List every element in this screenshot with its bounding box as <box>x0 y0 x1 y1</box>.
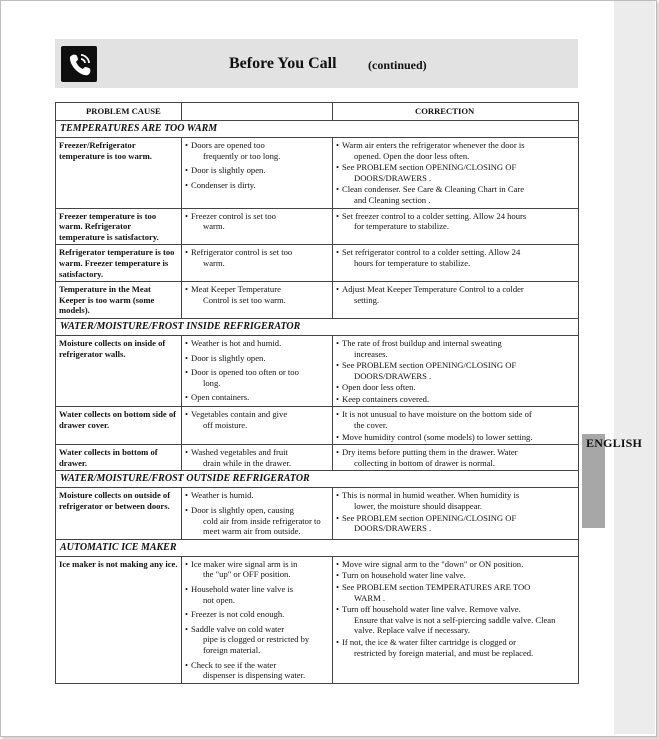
bullet-item <box>185 367 329 388</box>
bullet-first-line: This is normal in humid weather. When humidity is <box>342 490 520 501</box>
bullet-first-line: Open door less often. <box>342 382 416 393</box>
bullet-text <box>342 140 575 161</box>
bullet-text <box>342 604 575 636</box>
bullet-icon: • <box>185 392 189 403</box>
bullet-icon: • <box>185 165 189 176</box>
bullet-icon: • <box>336 490 340 501</box>
cause-cell <box>182 208 333 245</box>
header-correction: CORRECTION <box>333 103 579 121</box>
bullet-icon: • <box>336 184 340 195</box>
table-row <box>56 138 579 209</box>
bullet-first-line: Weather is humid. <box>191 490 254 501</box>
section-title: WATER/MOISTURE/FROST OUTSIDE REFRIGERATOR <box>56 471 579 488</box>
bullet-continuation: frequently or too long. <box>203 150 281 161</box>
section-row <box>56 121 579 138</box>
bullet-item <box>185 447 329 468</box>
bullet-first-line: Set refrigerator control to a colder setting. Allow 24 <box>342 247 521 258</box>
problem-cell: Temperature in the Meat Keeper is too warm (some models). <box>56 282 182 319</box>
bullet-first-line: It is not unusual to have moisture on the bottom side of <box>342 409 532 420</box>
cause-cell <box>182 407 333 445</box>
bullet-first-line: Condenser is dirty. <box>191 179 256 190</box>
table-row <box>56 556 579 683</box>
bullet-text <box>342 382 575 393</box>
cause-cell <box>182 282 333 319</box>
table-row <box>56 208 579 245</box>
bullet-first-line: Doors are opened too <box>191 140 265 150</box>
correction-cell <box>333 245 579 282</box>
bullet-first-line: Freezer control is set too <box>191 210 276 221</box>
bullet-first-line: Dry items before putting them in the drawer. Water <box>342 447 518 458</box>
bullet-icon: • <box>336 393 340 404</box>
bullet-item <box>336 284 575 305</box>
bullet-first-line: Door is slightly open. <box>191 165 266 176</box>
bullet-item <box>336 382 575 393</box>
phone-icon <box>61 46 97 82</box>
bullet-text <box>191 247 329 268</box>
correction-cell <box>333 556 579 683</box>
bullet-text <box>191 165 329 176</box>
bullet-text <box>342 570 575 581</box>
bullet-text <box>191 284 329 305</box>
bullet-item <box>185 165 329 176</box>
cause-cell <box>182 335 333 407</box>
bullet-first-line: Freezer is not cold enough. <box>191 609 285 620</box>
bullet-item <box>336 247 575 268</box>
bullet-first-line: Refrigerator control is set too <box>191 247 293 258</box>
bullet-continuation: DOORS/DRAWERS . <box>354 172 432 183</box>
bullet-continuation: and Cleaning section . <box>354 194 431 205</box>
bullet-continuation: for temperature to stabilize. <box>354 221 449 232</box>
language-label: ENGLISH <box>586 436 643 450</box>
bullet-first-line: See PROBLEM section OPENING/CLOSING OF <box>342 360 517 371</box>
bullet-icon: • <box>185 584 189 594</box>
bullet-first-line: See PROBLEM section OPENING/CLOSING OF <box>342 162 517 173</box>
bullet-text <box>191 660 329 681</box>
bullet-icon: • <box>336 409 340 420</box>
bullet-icon: • <box>185 609 189 620</box>
bullet-text <box>191 367 329 388</box>
side-margin <box>614 1 655 734</box>
bullet-item <box>336 184 575 205</box>
section-title: WATER/MOISTURE/FROST INSIDE REFRIGERATOR <box>56 318 579 335</box>
bullet-first-line: Weather is hot and humid. <box>191 337 282 348</box>
bullet-continuation: Control is set too warm. <box>203 294 286 305</box>
correction-cell <box>333 208 579 245</box>
bullet-first-line: See PROBLEM section OPENING/CLOSING OF <box>342 512 517 523</box>
bullet-first-line: Clean condenser. See Care & Cleaning Chart in Care <box>342 184 525 195</box>
bullet-item <box>336 490 575 511</box>
bullet-item <box>185 624 329 656</box>
correction-cell <box>333 138 579 209</box>
bullet-first-line: Door is slightly open, causing <box>191 505 294 516</box>
bullet-text <box>342 284 575 305</box>
bullet-continuation: Ensure that valve is not a self-piercing saddle valve. Clean valve. Replace valve if necessary. <box>354 614 556 636</box>
bullet-icon: • <box>185 352 189 363</box>
bullet-first-line: Meat Keeper Temperature <box>191 284 281 295</box>
bullet-continuation: warm. <box>203 257 225 268</box>
bullet-text <box>191 180 329 191</box>
bullet-icon: • <box>185 284 189 295</box>
bullet-continuation: pipe is clogged or restricted by foreign material. <box>203 634 310 655</box>
bullet-text <box>191 505 329 537</box>
bullet-continuation: increases. <box>354 348 388 359</box>
problem-cell: Water collects in bottom of drawer. <box>56 445 182 471</box>
bullet-item <box>185 247 329 268</box>
bullet-first-line: Warm air enters the refrigerator whenever the door is <box>342 140 525 150</box>
bullet-item <box>336 447 575 468</box>
bullet-icon: • <box>336 284 340 295</box>
bullet-text <box>191 559 329 580</box>
bullet-text <box>342 184 575 205</box>
problem-cell: Ice maker is not making any ice. <box>56 556 182 683</box>
section-row <box>56 471 579 488</box>
section-row <box>56 318 579 335</box>
bullet-text <box>342 338 575 359</box>
bullet-icon: • <box>336 582 340 592</box>
problem-cell: Moisture collects on outside of refrigerator or between doors. <box>56 488 182 539</box>
bullet-first-line: Move humidity control (some models) to lower setting. <box>342 431 533 442</box>
bullet-icon: • <box>185 179 189 190</box>
bullet-icon: • <box>185 447 189 458</box>
bullet-continuation: cold air from inside refrigerator to meet warm air from outside. <box>203 515 321 537</box>
bullet-icon: • <box>336 247 340 258</box>
bullet-continuation: the cover. <box>354 420 388 431</box>
bullet-item <box>185 490 329 501</box>
bullet-continuation: DOORS/DRAWERS . <box>354 370 432 381</box>
bullet-first-line: Household water line valve is <box>191 584 294 594</box>
bullet-first-line: Open containers. <box>191 392 250 403</box>
table-row <box>56 335 579 407</box>
bullet-continuation: hours for temperature to stabilize. <box>354 257 471 268</box>
bullet-text <box>342 247 575 268</box>
bullet-icon: • <box>336 162 340 173</box>
header-cause-blank <box>182 103 333 121</box>
bullet-icon: • <box>336 431 340 442</box>
bullet-continuation: opened. Open the door less often. <box>354 150 470 161</box>
bullet-continuation: off moisture. <box>203 420 248 431</box>
bullet-icon: • <box>185 337 189 348</box>
bullet-icon: • <box>336 636 340 647</box>
bullet-text <box>342 394 575 405</box>
problem-cell: Freezer temperature is too warm. Refrigerator temperature is satisfactory. <box>56 208 182 245</box>
bullet-first-line: Saddle valve on cold water <box>191 623 285 634</box>
bullet-item <box>185 609 329 620</box>
bullet-first-line: Turn off household water line valve. Remove valve. <box>342 604 521 615</box>
bullet-item <box>336 570 575 581</box>
bullet-text <box>342 513 575 534</box>
bullet-icon: • <box>185 505 189 516</box>
bullet-text <box>342 447 575 468</box>
bullet-continuation: restricted by foreign material, and must be replaced. <box>354 647 534 658</box>
bullet-first-line: See PROBLEM section TEMPERATURES ARE TOO <box>342 582 531 592</box>
table-row <box>56 488 579 539</box>
correction-cell <box>333 335 579 407</box>
bullet-item <box>336 637 575 658</box>
bullet-text <box>191 392 329 403</box>
cause-cell <box>182 488 333 539</box>
table-row <box>56 245 579 282</box>
bullet-icon: • <box>336 558 340 569</box>
problem-cell: Water collects on bottom side of drawer cover. <box>56 407 182 445</box>
bullet-item <box>185 505 329 537</box>
bullet-continuation: drain while in the drawer. <box>203 457 292 468</box>
bullet-item <box>185 584 329 605</box>
bullet-item <box>336 582 575 603</box>
troubleshooting-table <box>55 102 579 684</box>
bullet-item <box>336 338 575 359</box>
bullet-text <box>191 624 329 656</box>
page-title: Before You Call <box>229 55 337 72</box>
correction-cell <box>333 488 579 539</box>
bullet-text <box>191 609 329 620</box>
bullet-icon: • <box>336 570 340 581</box>
bullet-continuation: the "up" or OFF position. <box>203 569 291 580</box>
bullet-first-line: The rate of frost buildup and internal sweating <box>342 337 502 348</box>
bullet-text <box>191 338 329 349</box>
bullet-text <box>342 432 575 443</box>
cause-cell <box>182 445 333 471</box>
bullet-first-line: Turn on household water line valve. <box>342 570 466 581</box>
problem-cell: Freezer/Refrigerator temperature is too warm. <box>56 138 182 209</box>
bullet-continuation: setting. <box>354 294 380 305</box>
bullet-text <box>342 637 575 658</box>
table-row <box>56 445 579 471</box>
bullet-item <box>185 660 329 681</box>
bullet-icon: • <box>185 367 189 378</box>
bullet-icon: • <box>336 447 340 458</box>
bullet-text <box>342 559 575 570</box>
bullet-text <box>342 409 575 430</box>
bullet-item <box>336 162 575 183</box>
bullet-first-line: Ice maker wire signal arm is in <box>191 558 298 569</box>
bullet-item <box>185 140 329 161</box>
bullet-icon: • <box>185 659 189 670</box>
bullet-item <box>336 604 575 636</box>
bullet-text <box>342 490 575 511</box>
bullet-text <box>191 490 329 501</box>
bullet-item <box>336 140 575 161</box>
cause-cell <box>182 556 333 683</box>
bullet-item <box>185 284 329 305</box>
problem-cell: Moisture collects on inside of refrigerator walls. <box>56 335 182 407</box>
bullet-first-line: Move wire signal arm to the "down" or ON position. <box>342 558 524 569</box>
bullet-item <box>336 559 575 570</box>
bullet-first-line: Door is opened too often or too <box>191 367 299 378</box>
bullet-icon: • <box>185 558 189 569</box>
bullet-icon: • <box>336 604 340 615</box>
bullet-item <box>336 409 575 430</box>
table-row <box>56 282 579 319</box>
bullet-text <box>342 582 575 603</box>
bullet-first-line: Door is slightly open. <box>191 352 266 363</box>
header-problem-cause: PROBLEM CAUSE <box>56 103 182 121</box>
bullet-item <box>336 432 575 443</box>
section-title: AUTOMATIC ICE MAKER <box>56 539 579 556</box>
correction-cell <box>333 282 579 319</box>
problem-cell: Refrigerator temperature is too warm. Freezer temperature is satisfactory. <box>56 245 182 282</box>
bullet-continuation: warm. <box>203 221 225 232</box>
bullet-icon: • <box>185 210 189 221</box>
page-subtitle: (continued) <box>368 58 427 72</box>
bullet-continuation: DOORS/DRAWERS . <box>354 523 432 534</box>
correction-cell <box>333 445 579 471</box>
bullet-continuation: lower, the moisture should disappear. <box>354 501 483 512</box>
bullet-first-line: Washed vegetables and fruit <box>191 447 288 458</box>
bullet-icon: • <box>185 247 189 258</box>
bullet-first-line: If not, the ice & water filter cartridge is clogged or <box>342 636 516 647</box>
bullet-first-line: Adjust Meat Keeper Temperature Control to a colder <box>342 284 524 295</box>
bullet-item <box>185 392 329 403</box>
bullet-item <box>336 513 575 534</box>
bullet-text <box>191 140 329 161</box>
correction-cell <box>333 407 579 445</box>
bullet-item <box>336 211 575 232</box>
bullet-item <box>185 353 329 364</box>
bullet-icon: • <box>336 337 340 348</box>
bullet-continuation: WARM . <box>354 592 386 603</box>
bullet-icon: • <box>336 360 340 371</box>
bullet-item <box>185 211 329 232</box>
bullet-item <box>185 338 329 349</box>
bullet-icon: • <box>336 382 340 393</box>
bullet-icon: • <box>185 623 189 634</box>
section-title: TEMPERATURES ARE TOO WARM <box>56 121 579 138</box>
bullet-text <box>191 353 329 364</box>
bullet-icon: • <box>185 490 189 501</box>
bullet-first-line: Vegetables contain and give <box>191 409 288 420</box>
bullet-text <box>191 409 329 430</box>
cause-cell <box>182 138 333 209</box>
bullet-icon: • <box>185 409 189 420</box>
bullet-item <box>336 394 575 405</box>
bullet-item <box>185 559 329 580</box>
bullet-text <box>342 162 575 183</box>
bullet-first-line: Check to see if the water <box>191 659 277 670</box>
bullet-icon: • <box>336 140 340 150</box>
bullet-icon: • <box>336 210 340 221</box>
section-row <box>56 539 579 556</box>
bullet-icon: • <box>185 140 189 150</box>
bullet-item <box>185 180 329 191</box>
bullet-continuation: long. <box>203 377 221 388</box>
bullet-icon: • <box>336 512 340 523</box>
bullet-text <box>342 360 575 381</box>
bullet-text <box>191 447 329 468</box>
bullet-text <box>191 584 329 605</box>
bullet-item <box>185 409 329 430</box>
table-header-row <box>56 103 579 121</box>
table-row <box>56 407 579 445</box>
bullet-continuation: collecting in bottom of drawer is normal. <box>354 457 496 468</box>
bullet-first-line: Keep containers covered. <box>342 393 430 404</box>
bullet-first-line: Set freezer control to a colder setting. Allow 24 hours <box>342 210 527 221</box>
bullet-text <box>342 211 575 232</box>
bullet-continuation: dispenser is dispensing water. <box>203 670 306 681</box>
bullet-text <box>191 211 329 232</box>
bullet-continuation: not open. <box>203 594 235 605</box>
cause-cell <box>182 245 333 282</box>
bullet-item <box>336 360 575 381</box>
